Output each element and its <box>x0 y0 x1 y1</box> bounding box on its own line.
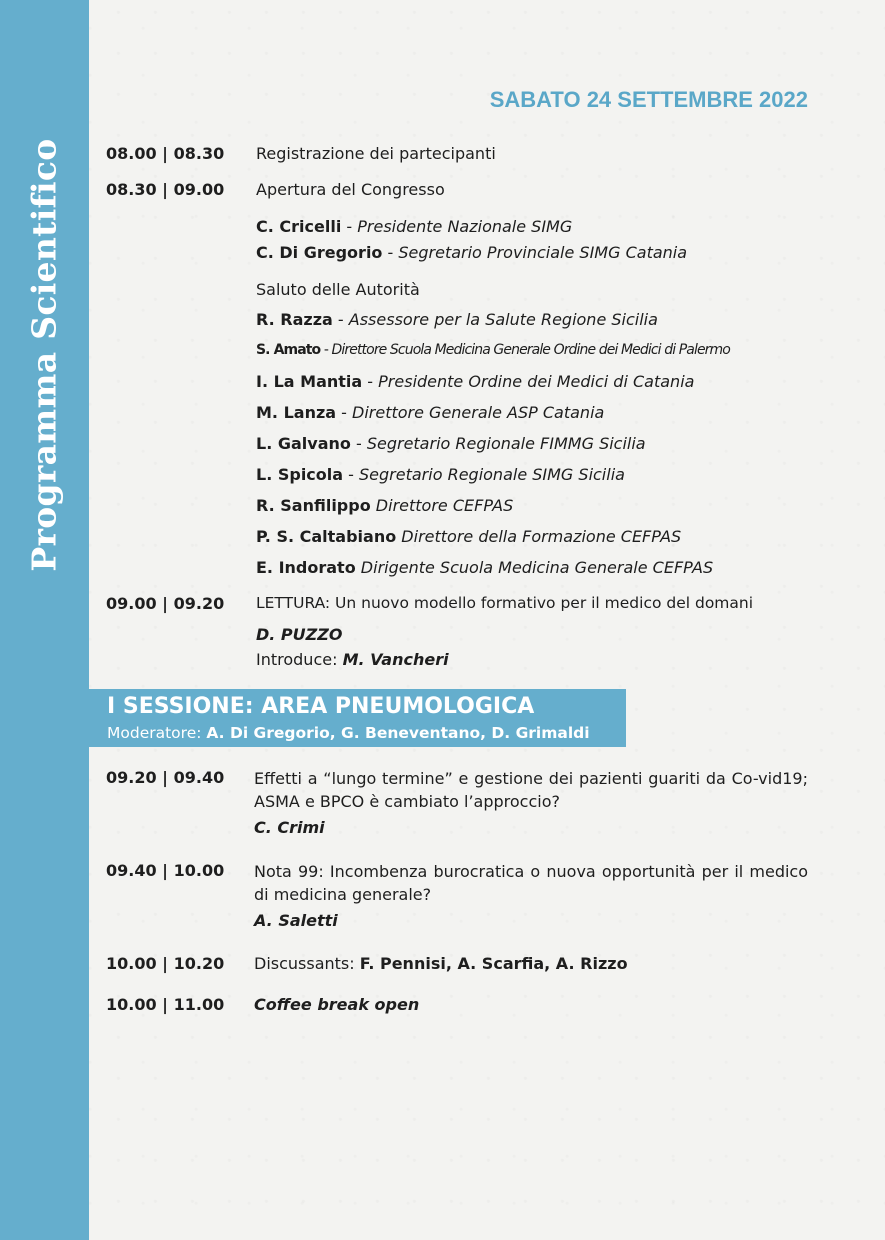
speaker-name: C. Crimi <box>254 818 325 837</box>
authority-line: I. La Mantia - Presidente Ordine dei Medici di Catania <box>256 372 695 391</box>
speaker-line: C. Di Gregorio - Segretario Provinciale SIMG Catania <box>256 243 688 262</box>
sidebar-title: Programma Scientifico <box>24 138 64 572</box>
greeting-label: Saluto delle Autorità <box>256 280 420 299</box>
time-slot: 10.00 | 10.20 <box>106 954 225 973</box>
activity-title: Registrazione dei partecipanti <box>256 144 496 163</box>
authority-line: R. Sanfilippo Direttore CEFPAS <box>256 496 514 515</box>
talk-title: Effetti a “lungo termine” e gestione dei pazienti guariti da Co-vid19; ASMA e BPCO è cambiato l’approccio? <box>254 769 808 811</box>
sidebar-band <box>0 0 89 1240</box>
introducer-line: Introduce: M. Vancheri <box>256 650 449 669</box>
speaker-name: A. Saletti <box>254 911 338 930</box>
authority-line: L. Galvano - Segretario Regionale FIMMG Sicilia <box>256 434 646 453</box>
session-title: I SESSIONE: AREA PNEUMOLOGICA <box>107 694 535 719</box>
time-slot: 08.00 | 08.30 <box>106 144 225 163</box>
event-date: SABATO 24 SETTEMBRE 2022 <box>489 87 808 112</box>
time-slot: 09.20 | 09.40 <box>106 768 225 787</box>
time-slot: 08.30 | 09.00 <box>106 180 225 199</box>
authority-line: S. Amato - Direttore Scuola Medicina Generale Ordine dei Medici di Palermo <box>256 342 730 358</box>
discussants-line: Discussants: F. Pennisi, A. Scarfia, A. Rizzo <box>254 954 628 973</box>
session-banner <box>89 689 626 747</box>
activity-title: LETTURA: Un nuovo modello formativo per il medico del domani <box>256 594 754 612</box>
speaker-line: C. Cricelli - Presidente Nazionale SIMG <box>256 217 573 236</box>
authority-line: L. Spicola - Segretario Regionale SIMG Sicilia <box>256 465 625 484</box>
authority-line: P. S. Caltabiano Direttore della Formazione CEFPAS <box>256 527 682 546</box>
time-slot: 10.00 | 11.00 <box>106 995 225 1014</box>
talk-title: Nota 99: Incombenza burocratica o nuova opportunità per il medico di medicina generale? <box>254 862 808 904</box>
authority-line: R. Razza - Assessore per la Salute Regione Sicilia <box>256 310 658 329</box>
time-slot: 09.40 | 10.00 <box>106 861 225 880</box>
authority-line: E. Indorato Dirigente Scuola Medicina Generale CEFPAS <box>256 558 714 577</box>
authority-line: M. Lanza - Direttore Generale ASP Catania <box>256 403 605 422</box>
time-slot: 09.00 | 09.20 <box>106 594 225 613</box>
speaker-name: D. PUZZO <box>256 625 343 644</box>
session-moderators: Moderatore: A. Di Gregorio, G. Beneventano, D. Grimaldi <box>107 724 590 742</box>
activity-title: Apertura del Congresso <box>256 180 445 199</box>
break-label: Coffee break open <box>254 995 420 1014</box>
